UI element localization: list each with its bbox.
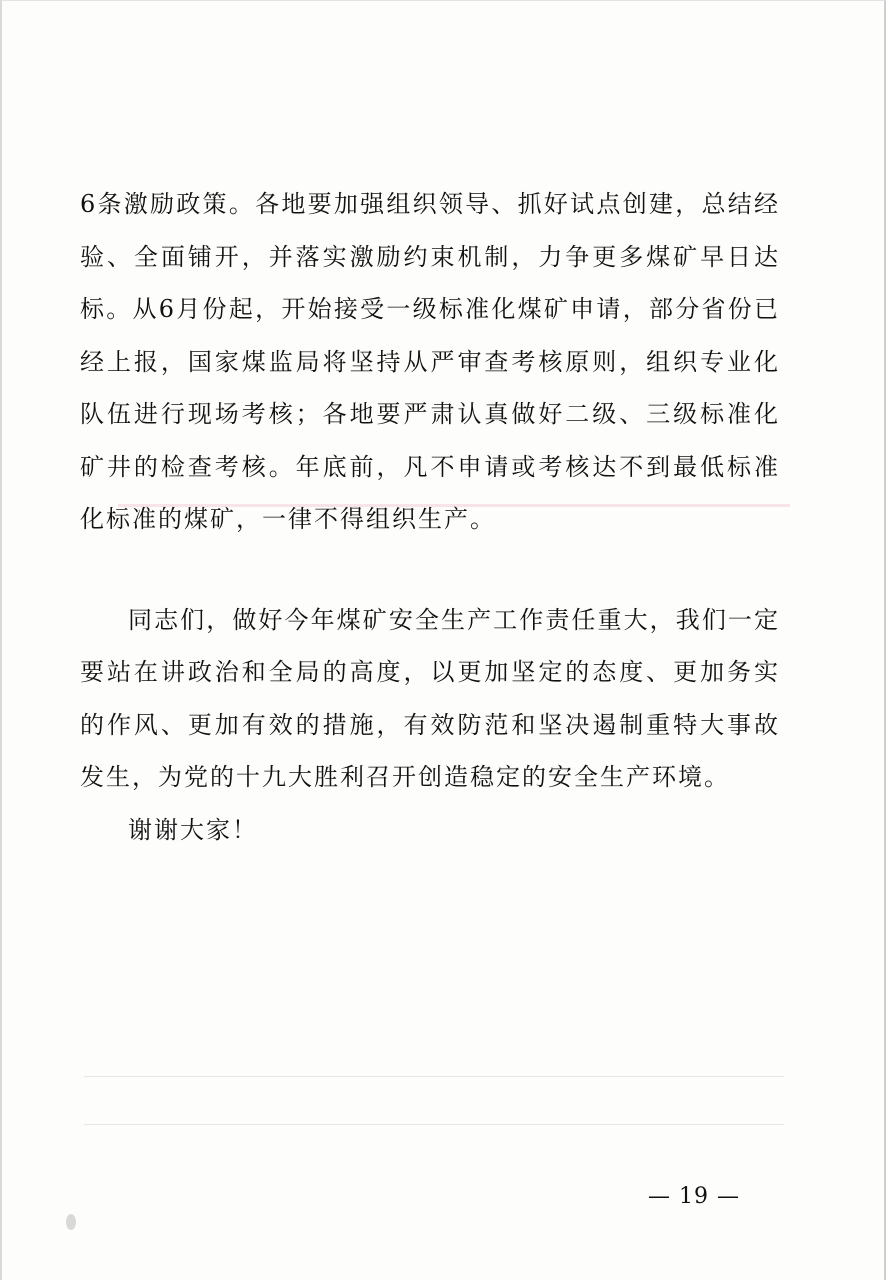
bleed-through-rule-1 bbox=[84, 1076, 784, 1077]
paragraph-incentive-policy: 6条激励政策。各地要加强组织领导、抓好试点创建，总结经验、全面铺开，并落实激励约束机制，力争更多煤矿早日达标。从6月份起，开始接受一级标准化煤矿申请，部分省份已经上报，国家煤监局将坚持从严审查考核原则，组织专业化队伍进行现场考核；各地要严肃认真做好二级、三级标准化矿井的检查考核。年底前，凡不申请或考核达不到最低标准化标准的煤矿，一律不得组织生产。 bbox=[80, 190, 780, 533]
paragraph-thanks: 谢谢大家！ bbox=[128, 815, 258, 844]
paragraph-spacer bbox=[80, 546, 780, 594]
page-number: — 19 — bbox=[648, 1184, 740, 1209]
paragraph-closing-remarks: 同志们，做好今年煤矿安全生产工作责任重大，我们一定要站在讲政治和全局的高度，以更加坚定的态度、更加务实的作风、更加有效的措施，有效防范和坚决遏制重特大事故发生，为党的十九大胜利召开创造稳定的安全生产环境。 bbox=[80, 605, 780, 791]
bleed-through-rule-2 bbox=[84, 1124, 784, 1125]
document-body bbox=[80, 178, 780, 856]
scan-smudge bbox=[66, 1214, 76, 1230]
